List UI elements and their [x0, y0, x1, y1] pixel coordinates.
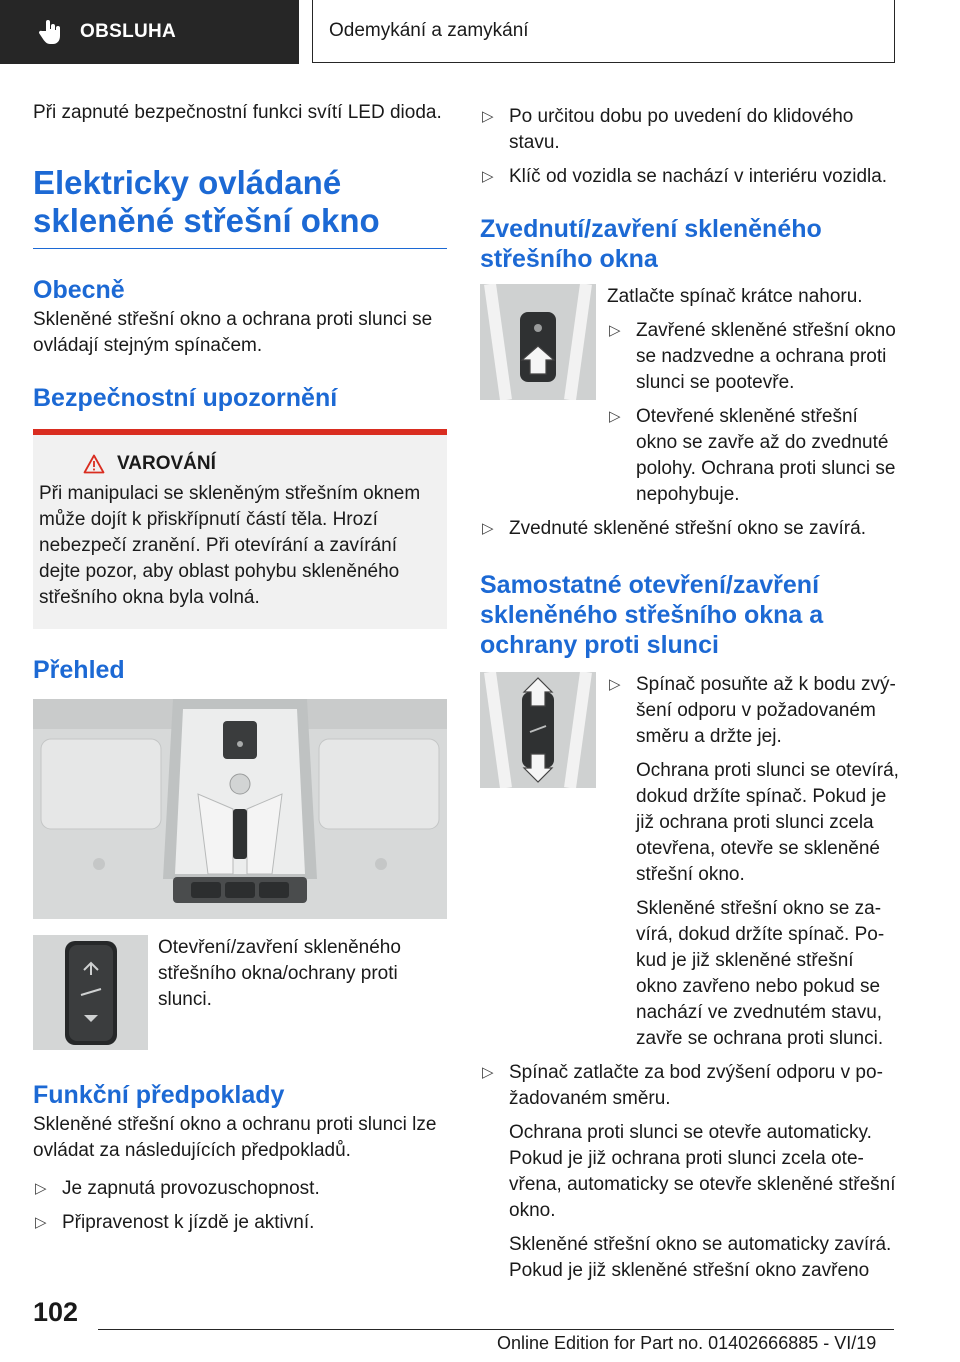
separate-list [607, 672, 900, 750]
auto-text-1: Ochrana proti slunci se otevře automaticky. Pokud je již ochrana proti slunci zcela otevřena, automaticky se otevře skleněné střešní okno. [509, 1122, 896, 1221]
bullet-icon: ▷ [35, 1214, 47, 1231]
left-column [33, 100, 447, 1236]
edition-text: Online Edition for Part no. 01402666885 - VI/19 [497, 1333, 877, 1353]
separate-text-1: Ochrana proti slunci se otevírá, dokud držíte spínač. Pokud je již ochrana proti slunci zcela otevřena, otevře se skleněné střešní okno. [636, 760, 899, 885]
list-item: ▷ Zvednuté skleněné střešní okno se zavírá. [480, 516, 900, 542]
bullet-icon: ▷ [609, 408, 621, 425]
top-list [480, 104, 900, 190]
bullet-icon: ▷ [482, 108, 494, 125]
intro-text: Při zapnuté bezpečnostní funkci svítí LED dioda. [33, 102, 442, 123]
warning-title [83, 453, 439, 475]
separate-heading: Samostatné otevření/zavření skleněného střešního okna a ochrany proti slunci [480, 571, 824, 659]
warning-label: VAROVÁNÍ [117, 453, 216, 474]
separate-text-2: Skleněné střešní okno se zavírá, dokud držíte spínač. Pokud je již skleněné střešní okno zavřeno nebo pokud se nachází ve zvednutém stavu, zavře se ochrana proti slunci. [636, 898, 885, 1049]
auto-list [480, 1060, 900, 1112]
raise-list [607, 318, 900, 508]
list-item: ▷ Připravenost k jízdě je aktivní. [33, 1210, 447, 1236]
safety-heading: Bezpečnostní upozornění [33, 384, 338, 412]
list-item: ▷ Otevřené skleněné střešní okno se zavře až do zvednuté polohy. Ochrana proti slunci se nepohybuje. [609, 406, 896, 505]
section-tab [0, 0, 299, 64]
footer-divider [98, 1329, 894, 1330]
list-item: ▷ Po určitou dobu po uvedení do klidového stavu. [482, 106, 854, 153]
raise-heading: Zvednutí/zavření skleněného střešního okna [480, 215, 822, 273]
warning-triangle-icon [83, 454, 105, 474]
prereq-text: Skleněné střešní okno a ochranu proti slunci lze ovládat za následujících předpokladů. [33, 1114, 437, 1161]
chapter-title: Odemykání a zamykání [329, 20, 529, 41]
bullet-icon: ▷ [609, 676, 621, 693]
switch-caption: Otevření/zavření skleněného střešního okna/ochrany proti slunci. [158, 937, 401, 1010]
bullet-icon: ▷ [609, 322, 621, 339]
list-item: ▷ Spínač posuňte až k bodu zvýšení odporu v požadovaném směru a držte jej. [609, 674, 896, 747]
list-item: ▷ Je zapnutá provozuschopnost. [33, 1176, 447, 1202]
switch-up-image [480, 284, 596, 400]
bullet-icon: ▷ [482, 520, 494, 537]
right-column [480, 104, 900, 1284]
prereq-heading: Funkční předpoklady [33, 1081, 285, 1109]
overhead-console-photo [33, 699, 447, 919]
list-item: ▷ Spínač zatlačte za bod zvýšení odporu v požadovaném směru. [482, 1062, 883, 1109]
hand-icon [36, 17, 66, 47]
list-item: ▷ Klíč od vozidla se nachází v interiéru vozidla. [480, 164, 900, 190]
prereq-list [33, 1176, 447, 1236]
section-title: OBSLUHA [80, 21, 177, 42]
switch-up-down-image [480, 672, 596, 788]
raise-figure [480, 284, 900, 508]
warning-text: Při manipulaci se skleněným střešním oknem může dojít k přiskřípnutí částí těla. Hrozí nebezpečí zranění. Při otevírání a zavírání dejte pozor, aby oblast pohybu skleněného střešního okna byla volná. [39, 483, 421, 608]
raise-intro: Zatlačte spínač krátce nahoru. [607, 286, 863, 307]
chapter-tab [312, 0, 895, 63]
page-title: Elektricky ovládané skleněné střešní okno [33, 164, 447, 249]
overview-heading: Přehled [33, 656, 125, 684]
raise-last-list [480, 516, 900, 542]
roof-switch-image [33, 935, 148, 1050]
warning-box [33, 429, 447, 629]
bullet-icon: ▷ [482, 1064, 494, 1081]
bullet-icon: ▷ [35, 1180, 47, 1197]
separate-figure [480, 672, 900, 1052]
list-item: ▷ Zavřené skleněné střešní okno se nadzvedne a ochrana proti slunci se pootevře. [609, 320, 896, 393]
general-text: Skleněné střešní okno a ochrana proti slunci se ovládají stejným spínačem. [33, 309, 433, 356]
page-number: 102 [33, 1297, 79, 1327]
general-heading: Obecně [33, 276, 125, 304]
auto-text-2: Skleněné střešní okno se automaticky zavírá. Pokud je již skleněné střešní okno zavřeno [509, 1234, 892, 1281]
switch-figure [33, 935, 447, 1050]
bullet-icon: ▷ [482, 168, 494, 185]
